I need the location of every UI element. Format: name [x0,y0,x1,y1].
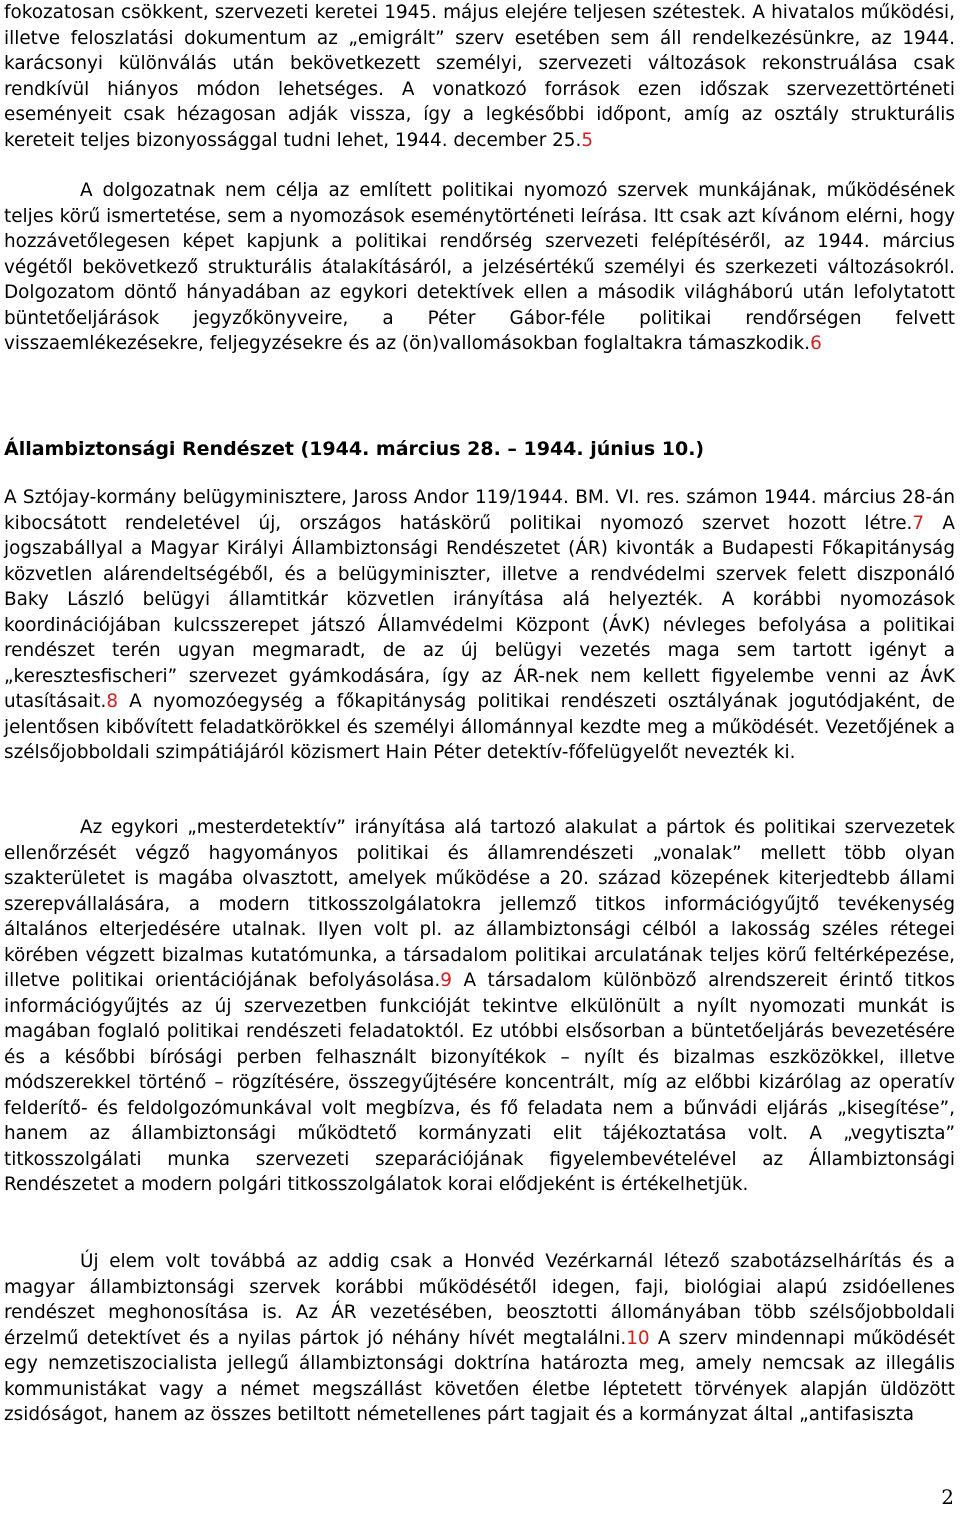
paragraph-1 [4,0,955,153]
footnote-ref-9[interactable]: 9 [440,970,452,991]
paragraph-2-text: A dolgozatnak nem célja az említett politikai nyomozó szervek munkájának, működésének teljes körű ismertetése, sem a nyomozások eseménytörténeti leírása. Itt csak azt kívánom elérni, hogy hozzávetőlegesen képet kapjunk a politikai rendőrség szervezeti felépítéséről, az 1944. március végétől bekövetkező strukturális átalakításáról, a jelzésértékű személyi és szerkezeti változásokról. Dolgozatom döntő hányadában az egykori detektívek ellen a második világháború után lefolytatott büntetőeljárások jegyzőkönyveire, a Péter Gábor-féle politikai rendőrségen felvett visszaemlékezésekre, feljegyzésekre és az (ön)vallomásokban foglaltakra támaszkodik. [4,180,955,354]
page-number: 2 [941,1485,954,1509]
footnote-ref-10[interactable]: 10 [626,1327,650,1349]
paragraph-4-text-b: A társadalom különböző alrendszereit érintő titkos információgyűjtés az új szervezetben funkcióját tekintve elkülönült a nyílt nyomozati munkát is magában foglaló politikai rendészeti feladatoktól. Ez utóbbi elsősorban a büntetőeljárás bevezetésére és a későbbi bírósági perben felhasznált bizonyítékok – nyílt és bizalmas eszközökkel, illetve módszerekkel történő – rögzítésére, összegyűjtésére koncentrált, míg az előbbi kizárólag az operatív felderítő- és feldolgozómunkával volt megbízva, és fő feladata nem a bűnvádi eljárás „kisegítése”, hanem az állambiztonsági működtető kormányzati elit tájékoztatása volt. A „vegytiszta” titkosszolgálati munka szervezeti szeparációjának figyelembevételével az Állambiztonsági Rendészetet a modern polgári titkosszolgálatok korai elődjeként is értékelhetjük. [4,970,955,1195]
footnote-ref-8[interactable]: 8 [106,691,119,712]
footnote-ref-7[interactable]: 7 [912,512,925,534]
paragraph-4 [4,815,955,1198]
footnote-ref-6[interactable]: 6 [810,333,822,354]
paragraph-3-text-a: A Sztójay-kormány belügyminisztere, Jaross Andor 119/1944. BM. VI. res. számon 1944. március 28-án kibocsátott rendeletével új, országos hatáskörű politikai nyomozó szervet hozott létre. [4,487,955,534]
paragraph-3 [4,485,955,766]
paragraph-5-text-a: Új elem volt továbbá az addig csak a Honvéd Vezérkarnál létező szabotázselhárítás és a magyar állambiztonsági szervek korábbi működésétől idegen, faji, biológiai alapú zsidóellenes rendészet meghonosítása is. Az ÁR vezetésében, beosztotti állományában több szélsőjobboldali érzelmű detektívet és a nyilas pártok jó néhány hívét megtalálni. [4,1251,955,1349]
paragraph-3-text-c: A nyomozóegység a főkapitányság politikai rendészeti osztályának jogutódjaként, de jelentősen kibővített feladatkörökkel és személyi állománnyal kezdte meg a működését. Vezetőjének a szélsőjobboldali szimpátiájáról közismert Hain Péter detektív-főfelügyelőt nevezték ki. [4,691,955,763]
paragraph-3-text-b: A jogszabállyal a Magyar Királyi Állambiztonsági Rendészetet (ÁR) kivonták a Budapesti Főkapitányság közvetlen alárendeltségéből, és a belügyminiszter, illetve a rendvédelmi szervek felett diszponáló Baky László belügyi államtitkár közvetlen irányítása alá helyezték. A korábbi nyomozások koordinációjában kulcsszerepet játszó Államvédelmi Központ (ÁvK) névleges befolyása a politikai rendészet terén ugyan megmaradt, de az új belügyi vezetés maga sem tartott igényt a „keresztesfischeri” szervezet gyámkodására, így az ÁR-nek nem kellett figyelembe venni az ÁvK utasításait. [4,512,955,712]
paragraph-5 [4,1249,955,1428]
footnote-ref-5[interactable]: 5 [581,129,594,151]
paragraph-2 [4,178,955,357]
paragraph-4-text-a: Az egykori „mesterdetektív” irányítása alá tartozó alakulat a pártok és politikai szervezetek ellenőrzését végző hagyományos politikai és államrendészeti „vonalak” mellett több olyan szakterületet is magába olvasztott, amelyek működése a 20. század közepének kiterjedtebb állami szerepvállalására, a modern titkosszolgálatokra jellemző titkos információgyűjtő tevékenység általános elterjedésére utalnak. Ilyen volt pl. az állambiztonsági célból a lakosság széles rétegei körében végzett bizalmas kutatómunka, a társadalom politikai arculatának teljes körű feltérképezése, illetve politikai orientációjának befolyásolása. [4,817,955,991]
section-heading: Állambiztonsági Rendészet (1944. március 28. – 1944. június 10.) [4,438,705,460]
paragraph-5-text-b: A szerv mindennapi működését egy nemzetiszocialista jellegű állambiztonsági doktrína határozta meg, amely nemcsak az illegális kommunistákat vagy a német megszállást követően életbe léptetett törvények alapján üldözött zsidóságot, hanem az összes betiltott németellenes párt tagjait és a kormányzat által „antifasiszta [4,1327,956,1425]
paragraph-1-text: fokozatosan csökkent, szervezeti keretei 1945. május elejére teljesen szétestek. A hivatalos működési, illetve feloszlatási dokumentum az „emigrált” szerv esetében sem áll rendelkezésünkre, az 1944. karácsonyi különválás után bekövetkezett személyi, szervezeti változások rekonstruálása csak rendkívül hiányos módon lehetséges. A vonatkozó források ezen időszak szervezettörténeti eseményeit csak hézagosan adják vissza, így a legkésőbbi időpont, amíg az osztály strukturális kereteit teljes bizonyossággal tudni lehet, 1944. december 25. [4,2,955,151]
